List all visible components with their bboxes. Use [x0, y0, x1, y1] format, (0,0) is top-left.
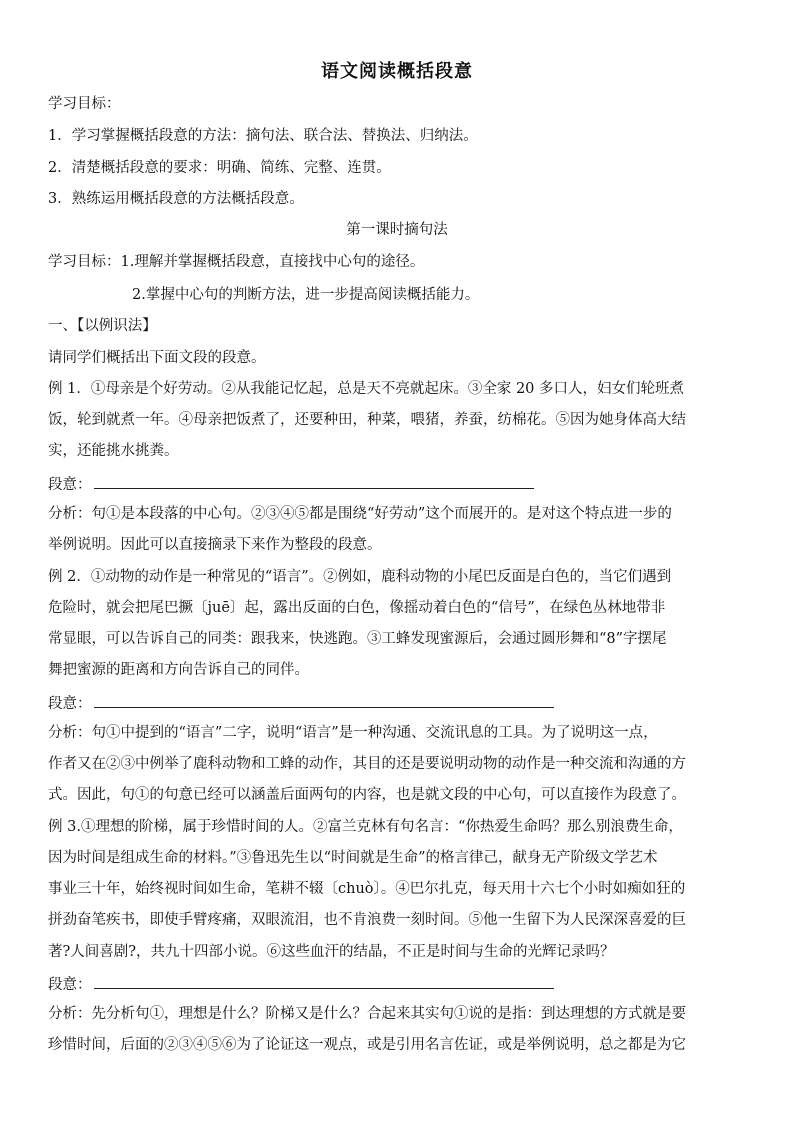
section-heading: 一、【以例识法】	[48, 318, 157, 334]
analysis-text: 分析：句①中提到的“语言”二字，说明“语言”是一种沟通、交流讯息的工具。为了说明这一点，	[48, 725, 658, 741]
answer-label: 段意：	[48, 477, 92, 493]
objectives-heading: 学习目标：	[48, 96, 121, 112]
analysis-text: 式。因此，句①的句意已经可以涵盖后面两句的内容，也是就文段的中心句，可以直接作为段意了。	[48, 787, 686, 803]
objective-item: 1．学习掌握概括段意的方法：摘句法、联合法、替换法、归纳法。	[48, 128, 478, 144]
analysis-text: 珍惜时间，后面的②③④⑤⑥为了论证这一观点，或是引用名言佐证，或是举例说明，总之都是为它	[48, 1037, 686, 1053]
example-text: 危险时，就会把尾巴撅〔juē〕起，露出反面的白色，像摇动着白色的“信号”，在绿色丛林地带非	[48, 600, 666, 616]
example-text: 因为时间是组成生命的材料。”③鲁迅先生以“时间就是生命”的格言律己，献身无产阶级文学艺术	[48, 850, 658, 866]
lesson-heading: 第一课时摘句法	[346, 222, 448, 238]
answer-blank[interactable]	[94, 695, 554, 708]
example-text: 例 2．①动物的动作是一种常见的“语言”。②例如，鹿科动物的小尾巴反面是白色的，当它们遇到	[48, 569, 672, 585]
answer-blank[interactable]	[94, 476, 534, 489]
example-text: 事业三十年，始终视时间如生命，笔耕不辍〔chuò〕。④巴尔扎克，每天用十六七个小时如痴如狂的	[48, 881, 686, 897]
analysis-text: 作者又在②③中例举了鹿科动物和工蜂的动作，其目的还是要说明动物的动作是一种交流和沟通的方	[48, 756, 686, 772]
answer-row	[48, 976, 554, 993]
example-text: 著?人间喜剧?，共九十四部小说。⑥这些血汗的结晶，不正是时间与生命的光辉记录吗？	[48, 944, 615, 960]
objective-item: 3．熟练运用概括段意的方法概括段意。	[48, 191, 304, 207]
answer-row	[48, 695, 554, 712]
example-text: 例 3.①理想的阶梯，属于珍惜时间的人。②富兰克林有句名言：“你热爱生命吗？那么别浪费生命，	[48, 819, 683, 835]
example-text: 饭，轮到就煮一年。④母亲把饭煮了，还要种田，种菜，喂猪，养蚕，纺棉花。⑤因为她身体高大结	[48, 412, 686, 428]
analysis-text: 举例说明。因此可以直接摘录下来作为整段的段意。	[48, 537, 382, 553]
example-text: 拼劲奋笔疾书，即使手臂疼痛，双眼流泪，也不肯浪费一刻时间。⑤他一生留下为人民深深喜爱的巨	[48, 912, 686, 928]
example-text: 舞把蜜源的距离和方向告诉自己的同伴。	[48, 662, 309, 678]
lesson-objective: 学习目标：1.理解并掌握概括段意，直接找中心句的途径。	[48, 254, 425, 270]
example-text: 实，还能挑水挑粪。	[48, 443, 179, 459]
answer-blank[interactable]	[94, 976, 554, 989]
objective-item: 2．清楚概括段意的要求：明确、简练、完整、连贯。	[48, 160, 391, 176]
analysis-text: 分析：先分析句①，理想是什么？阶梯又是什么？合起来其实句①说的是指：到达理想的方式就是要	[48, 1006, 686, 1022]
instruction-text: 请同学们概括出下面文段的段意。	[48, 350, 266, 366]
lesson-objective: 2.掌握中心句的判断方法，进一步提高阅读概括能力。	[132, 287, 480, 303]
answer-row	[48, 476, 534, 493]
analysis-text: 分析：句①是本段落的中心句。②③④⑤都是围绕“好劳动”这个而展开的。是对这个特点进一步的	[48, 506, 672, 522]
answer-label: 段意：	[48, 696, 92, 712]
example-text: 常显眼，可以告诉自己的同类：跟我来，快逃跑。③工蜂发现蜜源后，会通过圆形舞和“8”字摆尾	[48, 631, 667, 647]
document-title: 语文阅读概括段意	[321, 61, 473, 82]
answer-label: 段意：	[48, 977, 92, 993]
example-text: 例 1．①母亲是个好劳动。②从我能记忆起，总是天不亮就起床。③全家 20 多口人，妇女们轮班煮	[48, 381, 684, 397]
